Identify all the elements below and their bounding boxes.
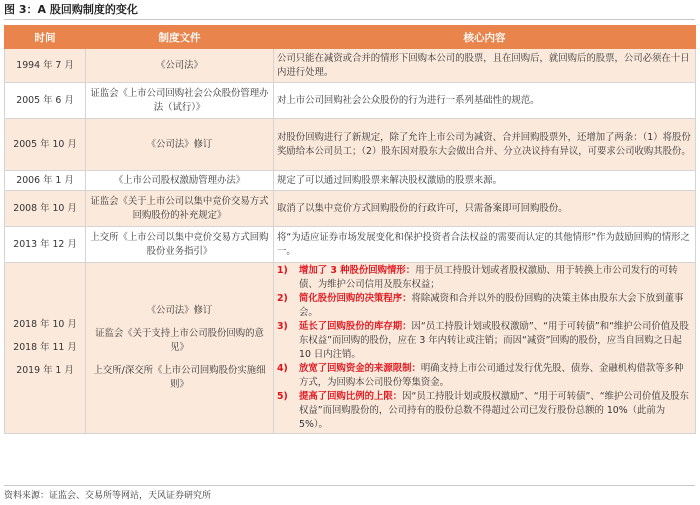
table-row bbox=[5, 191, 696, 227]
table-row bbox=[5, 227, 696, 263]
list-item-number: 5) bbox=[277, 391, 288, 402]
list-item bbox=[277, 292, 692, 320]
header-document: 制度文件 bbox=[86, 26, 274, 49]
list-item bbox=[277, 264, 692, 292]
row-content-list bbox=[274, 263, 696, 434]
list-item-heading: 放宽了回购资金的来源限制： bbox=[299, 363, 421, 374]
row-date: 2019 年 1 月 bbox=[16, 365, 74, 376]
title-divider bbox=[4, 19, 695, 20]
list-item bbox=[277, 362, 692, 390]
list-item-text: 明确支持上市公司通过发行优先股、债券、金融机构借款等多种方式，为回购本公司股份筹集资金。 bbox=[299, 363, 684, 388]
header-date: 时间 bbox=[5, 26, 86, 49]
list-item-heading: 增加了 3 种股份回购情形： bbox=[299, 265, 416, 276]
policy-table bbox=[4, 25, 696, 434]
row-date: 2018 年 10 月 bbox=[13, 319, 77, 330]
row-date: 2005 年 6 月 bbox=[5, 83, 86, 119]
list-item-text: 用于员工持股计划或者股权激励、用于转换上市公司发行的可转债、为维护公司信用及股东权益； bbox=[299, 265, 678, 290]
source-note: 资料来源：证监会、交易所等网站，天风证券研究所 bbox=[4, 491, 212, 501]
row-date: 2006 年 1 月 bbox=[5, 171, 86, 191]
row-date: 2008 年 10 月 bbox=[5, 191, 86, 227]
row-content: 对股份回购进行了新规定，除了允许上市公司为减资、合并回购股票外，还增加了两条：（1）将股份奖励给本公司员工；（2）股东因对股东大会做出合并、分立决议持有异议，可要求公司收购其股份。 bbox=[274, 119, 696, 171]
list-item-number: 3) bbox=[277, 321, 288, 332]
row-date: 2005 年 10 月 bbox=[5, 119, 86, 171]
table-row bbox=[5, 171, 696, 191]
row-content: 将“为适应证券市场发展变化和保护投资者合法权益的需要而认定的其他情形”作为鼓励回购的情形之一。 bbox=[274, 227, 696, 263]
header-content: 核心内容 bbox=[274, 26, 696, 49]
list-item-heading: 简化股份回购的决策程序： bbox=[299, 293, 412, 304]
list-item-text: 因“员工持股计划或股权激励”、“用于可转债”和“维护公司价值及股东权益”而回购的股份，应在 3 年内转让或注销；而因“减资”回购的股份，应当自回购之日起 10 日内注销。 bbox=[299, 321, 689, 360]
table-row bbox=[5, 263, 696, 434]
row-document: 证监会《关于上市公司以集中竞价交易方式回购股份的补充规定》 bbox=[86, 191, 274, 227]
table-row bbox=[5, 119, 696, 171]
row-date: 1994 年 7 月 bbox=[5, 49, 86, 83]
list-item-text: 将除减资和合并以外的股份回购的决策主体由股东大会下放到董事会。 bbox=[299, 293, 684, 318]
row-document: 上交所/深交所《上市公司回购股份实施细则》 bbox=[93, 365, 266, 390]
row-document: 《上市公司股权激励管理办法》 bbox=[86, 171, 274, 191]
row-dates-group bbox=[5, 263, 86, 434]
list-item-number: 4) bbox=[277, 363, 288, 374]
row-document: 证监会《上市公司回购社会公众股份管理办法（试行）》 bbox=[86, 83, 274, 119]
list-item bbox=[277, 390, 692, 432]
table-row bbox=[5, 49, 696, 83]
policy-table-container bbox=[4, 25, 695, 434]
list-item bbox=[277, 320, 692, 362]
row-document: 《公司法》修订 bbox=[86, 119, 274, 171]
row-content: 对上市公司回购社会公众股份的行为进行一系列基础性的规范。 bbox=[274, 83, 696, 119]
list-item-number: 1) bbox=[277, 265, 288, 276]
source-divider bbox=[4, 485, 695, 486]
table-row bbox=[5, 83, 696, 119]
list-item-text: 因“员工持股计划或股权激励”、“用于可转债”、“维护公司价值及股东权益”而回购股份的，公司持有的股份总数不得超过公司已发行股份总额的 10%（此前为 5%）。 bbox=[299, 391, 689, 430]
row-content: 取消了以集中竞价方式回购股份的行政许可，只需备案即可回购股份。 bbox=[274, 191, 696, 227]
figure-title: 图 3：A 股回购制度的变化 bbox=[4, 3, 138, 16]
row-document: 上交所《上市公司以集中竞价交易方式回购股份业务指引》 bbox=[86, 227, 274, 263]
row-document: 证监会《关于支持上市公司股份回购的意见》 bbox=[95, 328, 264, 353]
row-date: 2013 年 12 月 bbox=[5, 227, 86, 263]
row-content: 公司只能在减资或合并的情形下回购本公司的股票，且在回购后，就回购后的股票，公司必须在十日内进行处理。 bbox=[274, 49, 696, 83]
list-item-heading: 延长了回购股份的库存期： bbox=[299, 321, 412, 332]
row-date: 2018 年 11 月 bbox=[13, 342, 77, 353]
row-document: 《公司法》修订 bbox=[146, 305, 213, 316]
row-documents-group bbox=[86, 263, 274, 434]
list-item-heading: 提高了回购比例的上限： bbox=[299, 391, 403, 402]
table-header-row bbox=[5, 26, 696, 49]
row-content: 规定了可以通过回购股票来解决股权激励的股票来源。 bbox=[274, 171, 696, 191]
row-document: 《公司法》 bbox=[86, 49, 274, 83]
list-item-number: 2) bbox=[277, 293, 288, 304]
